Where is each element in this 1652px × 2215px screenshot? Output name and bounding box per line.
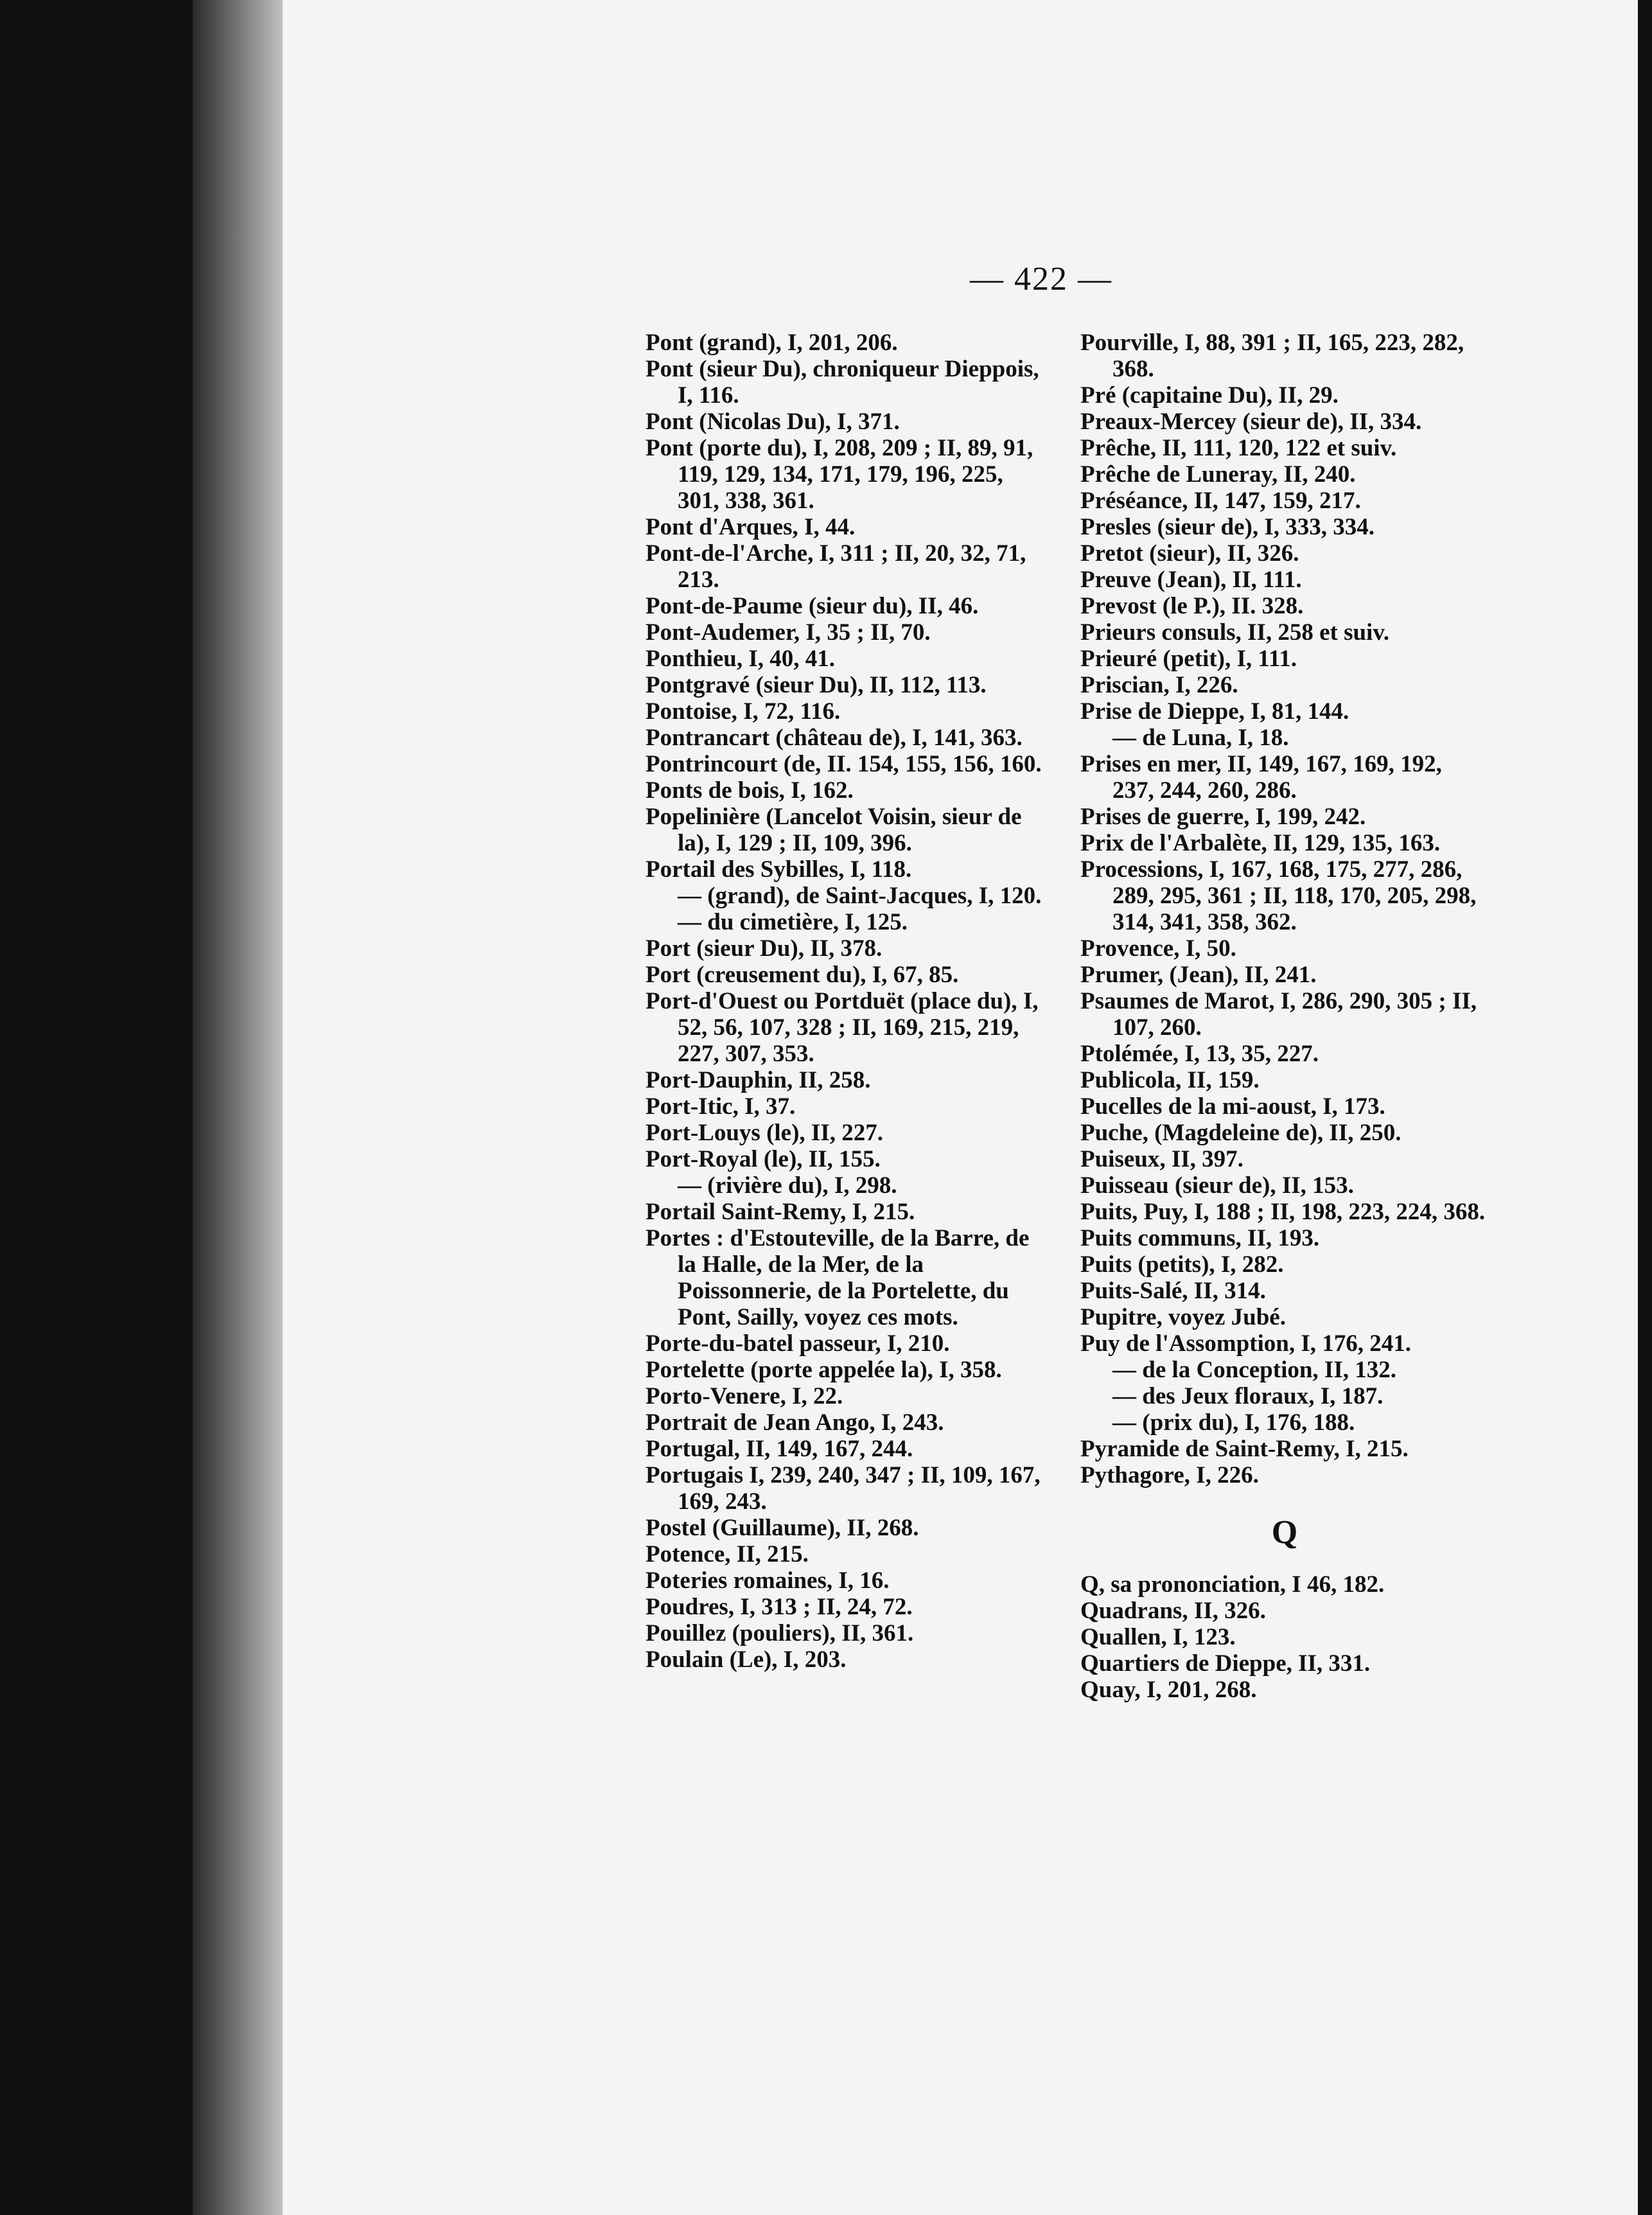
index-entry: Pythagore, I, 226.	[1080, 1462, 1259, 1488]
index-entry: Port-Louys (le), II, 227.	[646, 1120, 883, 1146]
index-entry: Pontrincourt (de, II. 154, 155, 156, 160.	[646, 751, 1042, 777]
index-entry: Preuve (Jean), II, 111.	[1080, 567, 1302, 593]
index-subentry: — (rivière du), I, 298.	[678, 1172, 897, 1199]
index-entry: Pretot (sieur), II, 326.	[1080, 540, 1299, 567]
index-entry: Pupitre, voyez Jubé.	[1080, 1304, 1286, 1330]
index-entry: Pont (sieur Du), chroniqueur Dieppois, I, 116.	[646, 356, 1039, 409]
index-entry: Prises en mer, II, 149, 167, 169, 192, 237, 244, 260, 286.	[1080, 751, 1442, 804]
index-entry: Poudres, I, 313 ; II, 24, 72.	[646, 1594, 913, 1620]
index-entry: Pont-de-Paume (sieur du), II, 46.	[646, 593, 979, 619]
index-entry: Port-Royal (le), II, 155.	[646, 1146, 881, 1172]
index-entry: Priscian, I, 226.	[1080, 672, 1238, 698]
index-entry: Prêche, II, 111, 120, 122 et suiv.	[1080, 435, 1397, 461]
index-entry: Pontgravé (sieur Du), II, 112, 113.	[646, 672, 987, 698]
index-entry: Port-d'Ouest ou Portduët (place du), I, 52, 56, 107, 328 ; II, 169, 215, 219, 227, 307, 353.	[646, 988, 1039, 1067]
index-entry: Port-Itic, I, 37.	[646, 1093, 796, 1120]
index-entry: Puche, (Magdeleine de), II, 250.	[1080, 1120, 1402, 1146]
index-entry: Port (sieur Du), II, 378.	[646, 935, 883, 962]
index-entry: Preaux-Mercey (sieur de), II, 334.	[1080, 409, 1422, 435]
index-entry: Portail Saint-Remy, I, 215.	[646, 1199, 915, 1225]
index-entry: Poulain (Le), I, 203.	[646, 1646, 847, 1673]
index-entry: Publicola, II, 159.	[1080, 1067, 1260, 1093]
index-entry: Prises de guerre, I, 199, 242.	[1080, 804, 1366, 830]
index-entry: Puisseau (sieur de), II, 153.	[1080, 1172, 1354, 1199]
index-entry: Portes : d'Estouteville, de la Barre, de la Halle, de la Mer, de la Poissonnerie, de la Portelette, du Pont, Sailly, voyez ces mots.	[646, 1225, 1030, 1330]
index-entry: Pont d'Arques, I, 44.	[646, 514, 856, 540]
index-subentry: — de la Conception, II, 132.	[1112, 1357, 1396, 1383]
index-entry: Puiseux, II, 397.	[1080, 1146, 1243, 1172]
index-entry: Pont (porte du), I, 208, 209 ; II, 89, 91, 119, 129, 134, 171, 179, 196, 225, 301, 338, 361.	[646, 435, 1033, 514]
index-entry: Postel (Guillaume), II, 268.	[646, 1515, 919, 1541]
index-entry: Presles (sieur de), I, 333, 334.	[1080, 514, 1375, 540]
index-entry: Prevost (le P.), II. 328.	[1080, 593, 1304, 619]
index-entry: Quay, I, 201, 268.	[1080, 1677, 1257, 1703]
index-subentry: — du cimetière, I, 125.	[678, 909, 908, 935]
section-letter-heading: Q	[1271, 1514, 1298, 1551]
index-entry: Prix de l'Arbalète, II, 129, 135, 163.	[1080, 830, 1441, 856]
index-entry: Q, sa prononciation, I 46, 182.	[1080, 1571, 1385, 1598]
index-entry: Ponthieu, I, 40, 41.	[646, 646, 836, 672]
index-entry: Porto-Venere, I, 22.	[646, 1383, 843, 1409]
index-entry: Pont (Nicolas Du), I, 371.	[646, 409, 900, 435]
index-entry: Portugais I, 239, 240, 347 ; II, 109, 167, 169, 243.	[646, 1462, 1041, 1515]
index-entry: Portugal, II, 149, 167, 244.	[646, 1436, 913, 1462]
index-entry: Poteries romaines, I, 16.	[646, 1567, 890, 1594]
index-entry: Provence, I, 50.	[1080, 935, 1236, 962]
index-subentry: — de Luna, I, 18.	[1112, 725, 1289, 751]
index-entry: Popelinière (Lancelot Voisin, sieur de la), I, 129 ; II, 109, 396.	[646, 804, 1022, 856]
index-entry: Portelette (porte appelée la), I, 358.	[646, 1357, 1002, 1383]
index-entry: Processions, I, 167, 168, 175, 277, 286, 289, 295, 361 ; II, 118, 170, 205, 298, 314, 341, 358, 362.	[1080, 856, 1477, 935]
index-entry: Préséance, II, 147, 159, 217.	[1080, 488, 1361, 514]
index-entry: Prieurs consuls, II, 258 et suiv.	[1080, 619, 1390, 646]
index-entry: Pont (grand), I, 201, 206.	[646, 330, 898, 356]
index-subentry: — (prix du), I, 176, 188.	[1112, 1409, 1355, 1436]
book-spine-edge	[193, 0, 295, 2215]
index-entry: Pontrancart (château de), I, 141, 363.	[646, 725, 1023, 751]
index-entry: Pontoise, I, 72, 116.	[646, 698, 841, 725]
index-entry: Pont-Audemer, I, 35 ; II, 70.	[646, 619, 931, 646]
page-number: — 422 —	[970, 261, 1112, 297]
index-entry: Prumer, (Jean), II, 241.	[1080, 962, 1317, 988]
index-entry: Ptolémée, I, 13, 35, 227.	[1080, 1041, 1319, 1067]
index-entry: Quartiers de Dieppe, II, 331.	[1080, 1650, 1371, 1677]
index-entry: Potence, II, 215.	[646, 1541, 809, 1567]
index-entry: Puy de l'Assomption, I, 176, 241.	[1080, 1330, 1411, 1357]
index-entry: Pyramide de Saint-Remy, I, 215.	[1080, 1436, 1409, 1462]
index-entry: Portail des Sybilles, I, 118.	[646, 856, 912, 883]
index-entry: Ponts de bois, I, 162.	[646, 777, 854, 804]
index-entry: Pré (capitaine Du), II, 29.	[1080, 382, 1339, 409]
index-subentry: — des Jeux floraux, I, 187.	[1112, 1383, 1384, 1409]
index-entry: Pucelles de la mi-aoust, I, 173.	[1080, 1093, 1385, 1120]
index-entry: Puits communs, II, 193.	[1080, 1225, 1320, 1251]
index-entry: Prêche de Luneray, II, 240.	[1080, 461, 1356, 488]
index-entry: Puits, Puy, I, 188 ; II, 198, 223, 224, 368.	[1080, 1199, 1486, 1225]
index-entry: Prieuré (petit), I, 111.	[1080, 646, 1297, 672]
index-entry: Psaumes de Marot, I, 286, 290, 305 ; II, 107, 260.	[1080, 988, 1477, 1041]
index-subentry: — (grand), de Saint-Jacques, I, 120.	[678, 883, 1042, 909]
index-entry: Porte-du-batel passeur, I, 210.	[646, 1330, 950, 1357]
index-column-left	[646, 330, 1050, 1673]
index-entry: Quadrans, II, 326.	[1080, 1598, 1266, 1624]
index-entry: Pont-de-l'Arche, I, 311 ; II, 20, 32, 71, 213.	[646, 540, 1026, 593]
index-entry: Pourville, I, 88, 391 ; II, 165, 223, 282, 368.	[1080, 330, 1464, 382]
index-entry: Quallen, I, 123.	[1080, 1624, 1236, 1650]
index-entry: Prise de Dieppe, I, 81, 144.	[1080, 698, 1349, 725]
index-entry: Portrait de Jean Ango, I, 243.	[646, 1409, 944, 1436]
index-entry: Puits-Salé, II, 314.	[1080, 1278, 1266, 1304]
index-entry: Port-Dauphin, II, 258.	[646, 1067, 871, 1093]
index-entry: Port (creusement du), I, 67, 85.	[646, 962, 959, 988]
index-column-right	[1080, 330, 1489, 1703]
index-entry: Puits (petits), I, 282.	[1080, 1251, 1284, 1278]
index-entry: Pouillez (pouliers), II, 361.	[646, 1620, 914, 1646]
